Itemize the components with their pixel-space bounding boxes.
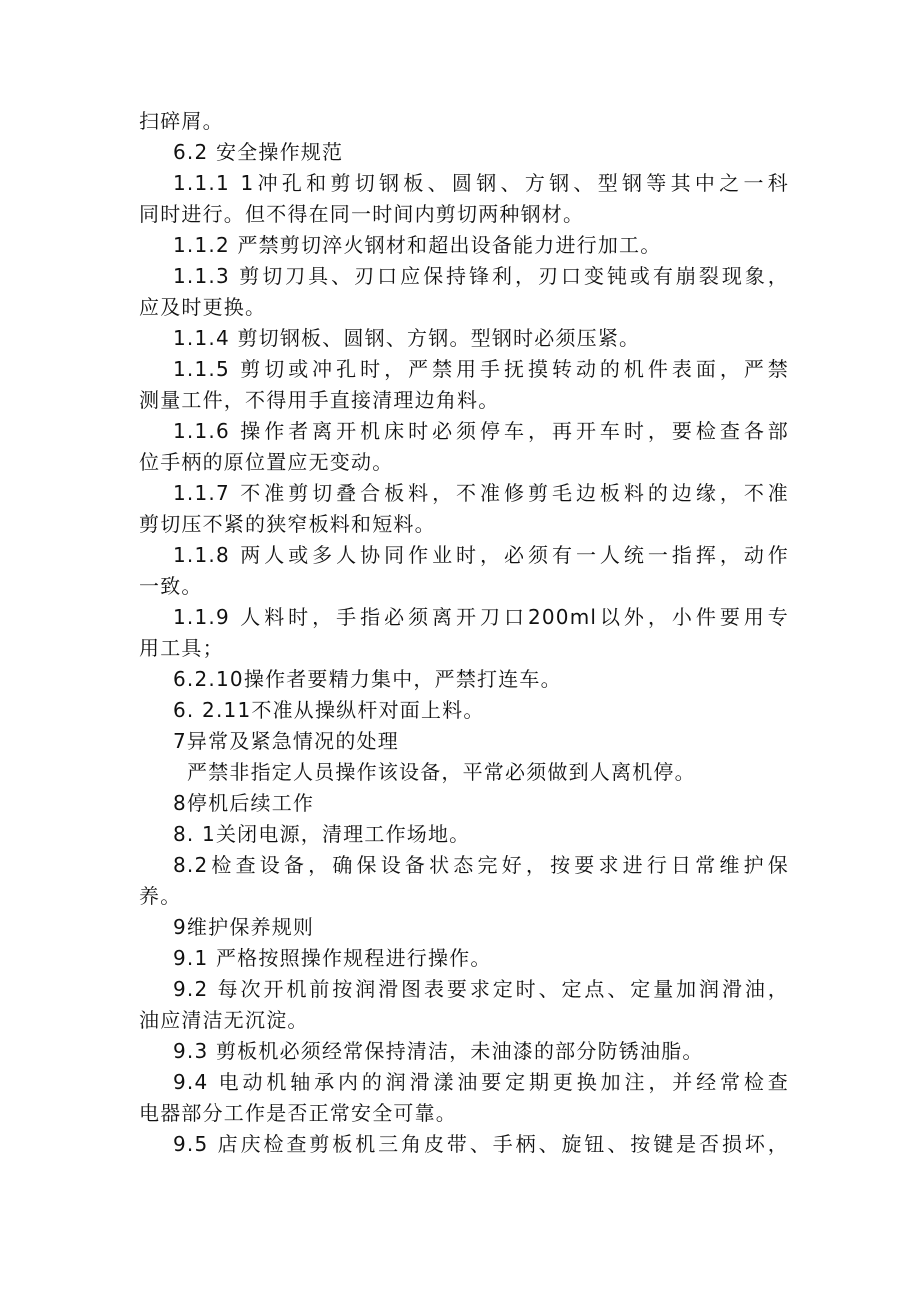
- text-line: 同时进行。但不得在同一时间内剪切两种钢材。: [139, 202, 585, 226]
- text-line: 电器部分工作是否正常安全可靠。: [139, 1101, 457, 1125]
- text-line: 9.2 每次开机前按润滑图表要求定时、定点、定量加润滑油，: [173, 977, 789, 1001]
- text-line: 6.2 安全操作规范: [173, 140, 344, 164]
- text-line: 8. 1关闭电源，清理工作场地。: [173, 822, 471, 846]
- text-line: 9.3 剪板机必须经常保持清洁，未油漆的部分防锈油脂。: [173, 1039, 704, 1063]
- text-line: 位手柄的原位置应无变动。: [139, 450, 394, 474]
- text-line: 7异常及紧急情况的处理: [173, 729, 399, 753]
- text-line: 养。: [139, 884, 182, 908]
- text-line: 油应清洁无沉淀。: [139, 1008, 309, 1032]
- text-line: 1.1.9 人料时，手指必须离开刀口200ml以外，小件要用专: [173, 605, 789, 629]
- text-line: 8停机后续工作: [173, 791, 315, 815]
- text-line: 9维护保养规则: [173, 915, 315, 939]
- text-line: 剪切压不紧的狭窄板料和短料。: [139, 512, 436, 536]
- text-line: 1.1.6 操作者离开机床时必须停车，再开车时，要检查各部: [173, 419, 789, 443]
- document-page: [139, 106, 789, 1160]
- text-line: 9.1 严格按照操作规程进行操作。: [173, 946, 492, 970]
- text-line: 测量工件，不得用手直接清理边角料。: [139, 388, 500, 412]
- text-line: 1.1.3 剪切刀具、刃口应保持锋利，刃口变钝或有崩裂现象，: [173, 264, 789, 288]
- text-line: 扫碎屑。: [139, 109, 224, 133]
- text-line: 1.1.5 剪切或冲孔时，严禁用手抚摸转动的机件表面，严禁: [173, 357, 789, 381]
- text-line: 1.1.8 两人或多人协同作业时，必须有一人统一指挥，动作: [173, 543, 789, 567]
- text-line: 9.5 店庆检查剪板机三角皮带、手柄、旋钮、按键是否损坏，: [173, 1132, 789, 1156]
- text-line: 严禁非指定人员操作该设备，平常必须做到人离机停。: [187, 760, 696, 784]
- text-line: 一致。: [139, 574, 203, 598]
- text-line: 应及时更换。: [139, 295, 267, 319]
- text-line: 6. 2.11不准从操纵杆对面上料。: [173, 698, 485, 722]
- text-line: 用工具；: [139, 636, 224, 660]
- text-line: 9.4 电动机轴承内的润滑漾油要定期更换加注，并经常检查: [173, 1070, 789, 1094]
- text-line: 6.2.10操作者要精力集中，严禁打连车。: [173, 667, 562, 691]
- text-line: 1.1.2 严禁剪切淬火钢材和超出设备能力进行加工。: [173, 233, 662, 257]
- text-line: 8.2检查设备，确保设备状态完好，按要求进行日常维护保: [173, 853, 789, 877]
- text-line: 1.1.7 不准剪切叠合板料，不准修剪毛边板料的边缘，不准: [173, 481, 789, 505]
- text-line: 1.1.4 剪切钢板、圆钢、方钢。型钢时必须压紧。: [173, 326, 641, 350]
- text-line: 1.1.1 1冲孔和剪切钢板、圆钢、方钢、型钢等其中之一科: [173, 171, 789, 195]
